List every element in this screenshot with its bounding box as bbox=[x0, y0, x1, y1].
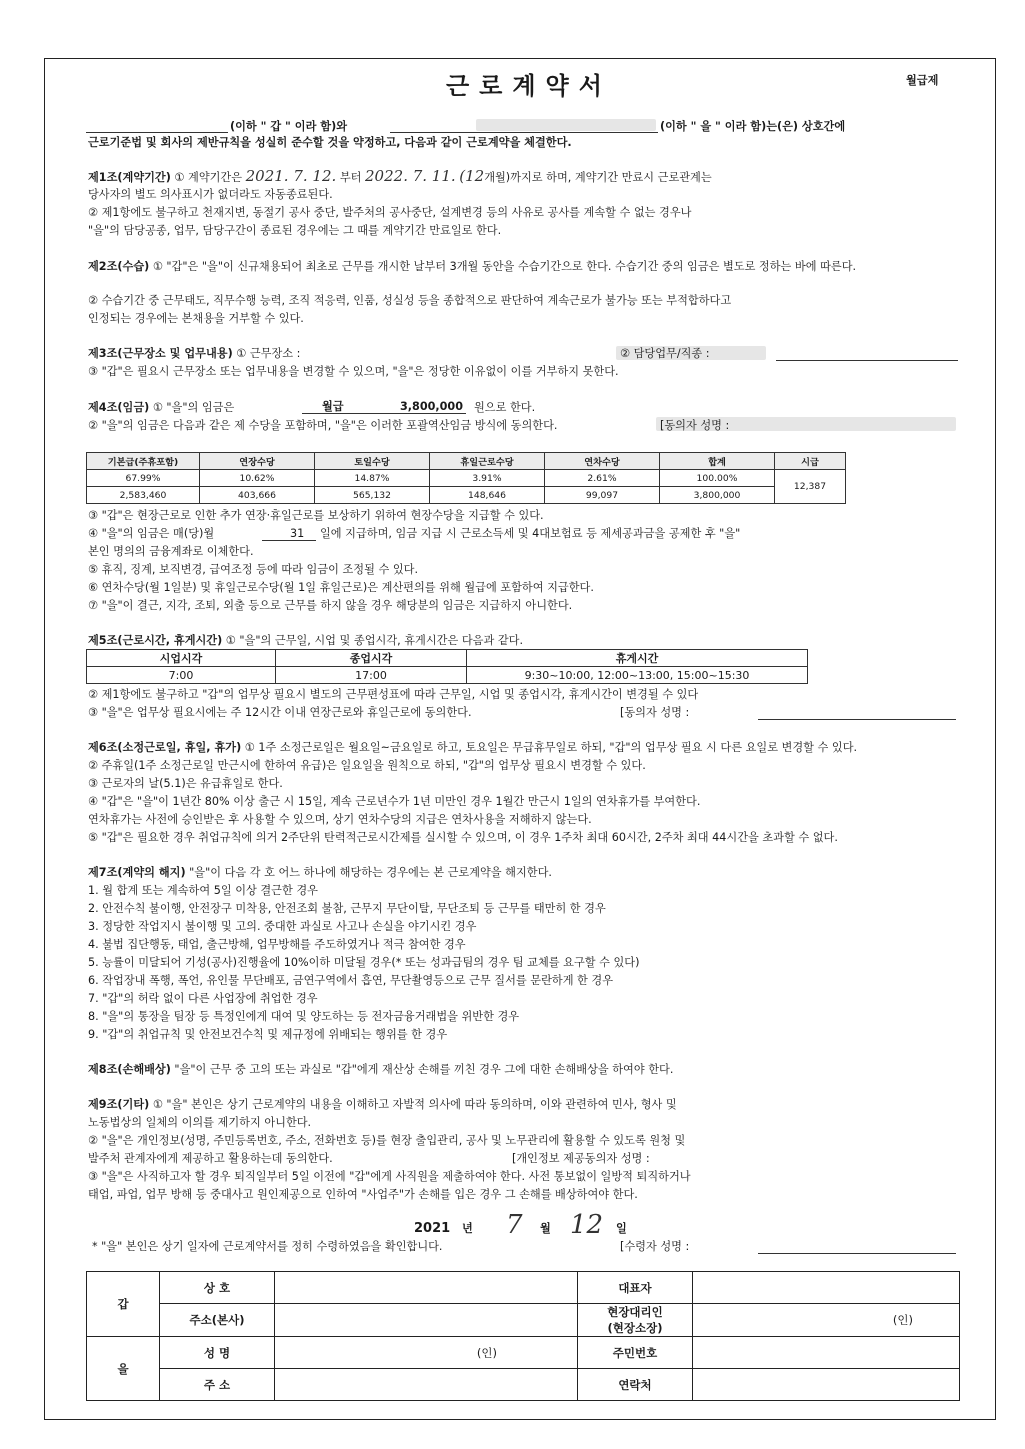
art4-text-a: ① "을"의 임금은 bbox=[152, 401, 235, 414]
art7-line0: "을"이 다음 각 호 어느 하나에 해당하는 경우에는 본 근로계약을 해지한다. bbox=[189, 866, 552, 879]
list-item: 1. 월 합계 또는 계속하여 5일 이상 결근한 경우 bbox=[88, 884, 318, 897]
art4-line2: ② "을"의 임금은 다음과 같은 제 수당을 포함하며, "을"은 이러한 포괄역산임금 방식에 동의한다. bbox=[88, 419, 558, 432]
art1-start-date[interactable]: 2021. 7. 12. bbox=[245, 167, 337, 185]
payday: 31 bbox=[290, 527, 305, 540]
employer-name-line[interactable] bbox=[86, 132, 228, 133]
art2-line1: ① "갑"은 "을"이 신규채용되어 최초로 근무를 개시한 날부터 3개월 동안을 수습기간으로 한다. 수습기간 중의 임금은 별도로 정하는 바에 따른다. bbox=[152, 260, 857, 273]
art3-label: 제3조(근무장소 및 업무내용) bbox=[88, 347, 233, 360]
wage-amount: 99,097 bbox=[545, 487, 660, 504]
art1-text-from: 부터 bbox=[339, 171, 362, 184]
contact-field[interactable] bbox=[693, 1369, 960, 1401]
company-field[interactable] bbox=[275, 1272, 578, 1304]
art5-line2: ② 제1항에도 불구하고 "갑"의 업무상 필요시 별도의 근무편성표에 따라 근무일, 시업 및 종업시각, 휴게시간이 변경될 수 있다 bbox=[88, 688, 699, 701]
wage-ratio: 3.91% bbox=[430, 470, 545, 487]
art6-line5: 연차휴가는 사전에 승인받은 후 사용할 수 있으며, 상기 연차수당의 지급은 연차사용을 저해하지 않는다. bbox=[88, 813, 592, 826]
list-item: 9. "갑"의 취업규칙 및 안전보건수칙 및 제규정에 위배되는 행위를 한 경우 bbox=[88, 1028, 448, 1041]
art4-line6: ⑤ 휴직, 징계, 보직변경, 급여조정 등에 따라 임금이 조정될 수 있다. bbox=[88, 563, 418, 576]
intro-text-b: (이하 " 을 " 이라 함)는(은) 상호간에 bbox=[660, 120, 846, 133]
address-label: 주 소 bbox=[160, 1369, 275, 1401]
art5-label: 제5조(근로시간, 휴게시간) bbox=[88, 634, 223, 647]
receiver-label: [수령자 성명 : bbox=[620, 1240, 690, 1253]
art1-line3: ② 제1항에도 불구하고 천재지변, 동절기 공사 중단, 발주처의 공사중단, 설계변경 등의 사유로 공사를 계속할 수 없는 경우나 bbox=[88, 206, 692, 219]
company-label: 상 호 bbox=[160, 1272, 275, 1304]
art6-line6: ⑤ "갑"은 필요한 경우 취업규칙에 의거 2주단위 탄력적근로시간제를 실시할 수 있으며, 이 경우 1주차 최대 60시간, 2주차 최대 44시간을 초과할 수 없다. bbox=[88, 831, 838, 844]
work-hours-table bbox=[86, 649, 808, 684]
list-item: 6. 작업장내 폭행, 폭언, 유인물 무단배포, 금연구역에서 흡연, 무단촬영등으로 근무 질서를 문란하게 한 경우 bbox=[88, 974, 614, 987]
art5-line3: ③ "을"은 업무상 필요시에는 주 12시간 이내 연장근로와 휴일근로에 동의한다. bbox=[88, 706, 472, 719]
art9-line6: 태업, 파업, 업무 방해 등 중대사고 원인제공으로 인하여 "사업주"가 손해를 입은 경우 그 손해를 배상하여야 한다. bbox=[88, 1188, 638, 1201]
party-gap-label: 갑 bbox=[87, 1272, 160, 1337]
art1-label: 제1조(계약기간) bbox=[88, 171, 171, 184]
art3-line2: ③ "갑"은 필요시 근무장소 또는 업무내용을 변경할 수 있으며, "을"은 정당한 이유없이 이를 거부하지 못한다. bbox=[88, 365, 619, 378]
employee-name-line[interactable] bbox=[390, 132, 658, 133]
art6-line1: ① 1주 소정근로일은 월요일~금요일로 하고, 토요일은 무급휴무일로 하되, "갑"의 업무상 필요 시 다른 요일로 변경할 수 있다. bbox=[244, 741, 858, 754]
address-field[interactable] bbox=[275, 1369, 578, 1401]
art6-line2: ② 주휴일(1주 소정근로일 만근시에 한하여 유급)은 일요일을 원칙으로 하되, "갑"의 업무상 필요시 변경할 수 있다. bbox=[88, 759, 646, 772]
site-agent-label: 현장대리인 bbox=[607, 1305, 663, 1319]
art4-line7: ⑥ 연차수당(월 1일분) 및 휴일근로수당(월 1일 휴일근로)은 계산편의를 위해 월급에 포함하여 지급한다. bbox=[88, 581, 594, 594]
art2-line2: ② 수습기간 중 근무태도, 직무수행 능력, 조직 적응력, 인품, 성실성 등을 종합적으로 판단하여 계속근로가 불가능 또는 부적합하다고 bbox=[88, 294, 732, 307]
art4-line4-b: 일에 지급하며, 임금 지급 시 근로소득세 및 4대보험료 등 제세공과금을 공제한 후 "을" bbox=[320, 527, 741, 540]
rep-label: 대표자 bbox=[578, 1272, 693, 1304]
art9-line3: ② "을"은 개인정보(성명, 주민등록번호, 주소, 전화번호 등)를 현장 출입관리, 공사 및 노무관리에 활용할 수 있도록 원청 및 bbox=[88, 1134, 686, 1147]
pay-kind: 월급 bbox=[322, 400, 344, 413]
wage-ratio: 67.99% bbox=[87, 470, 200, 487]
art6-line4: ④ "갑"은 "을"이 1년간 80% 이상 출근 시 15일, 계속 근로년수가 1년 미만인 경우 1월간 만근시 1일의 연차휴가를 부여한다. bbox=[88, 795, 701, 808]
art1-months[interactable]: (12 bbox=[459, 167, 485, 185]
art4-line4-a: ④ "을"의 임금은 매(당)월 bbox=[88, 527, 215, 540]
art4-line5: 본인 명의의 금융계좌로 이체한다. bbox=[88, 545, 254, 558]
receipt-confirmation: * "을" 본인은 상기 일자에 근로계약서를 정히 수령하였음을 확인합니다. bbox=[92, 1240, 443, 1253]
seal-mark: (인) bbox=[693, 1304, 960, 1337]
signature-table bbox=[86, 1271, 960, 1401]
wage-header: 합계 bbox=[660, 453, 775, 470]
art4-line8: ⑦ "을"이 결근, 지각, 조퇴, 외출 등으로 근무를 하지 않을 경우 해당분의 임금은 지급하지 아니한다. bbox=[88, 599, 573, 612]
payday-line bbox=[262, 540, 316, 541]
art2-line3: 인정되는 경우에는 본채용을 거부할 수 있다. bbox=[88, 312, 304, 325]
art2-label: 제2조(수습) bbox=[88, 260, 150, 273]
party-eul-label: 을 bbox=[87, 1337, 160, 1401]
list-item: 8. "을"의 통장을 팀장 등 특정인에게 대여 및 양도하는 등 전자금융거래법을 위반한 경우 bbox=[88, 1010, 520, 1023]
art3-duty-label: ② 담당업무/직종 : bbox=[620, 347, 710, 360]
art1-end-date[interactable]: 2022. 7. 11. bbox=[365, 167, 456, 185]
art9-label: 제9조(기타) bbox=[88, 1098, 150, 1111]
wage-amount: 2,583,460 bbox=[87, 487, 200, 504]
contact-label: 연락처 bbox=[578, 1369, 693, 1401]
redacted-employee bbox=[476, 119, 656, 131]
wage-table bbox=[86, 452, 846, 504]
date-day[interactable]: 12 bbox=[570, 1210, 604, 1240]
rep-field[interactable] bbox=[693, 1272, 960, 1304]
art9-line4: 발주처 관계자에게 제공하고 활용하는데 동의한다. bbox=[88, 1152, 333, 1165]
art1-line4: "을"의 담당공종, 업무, 담당구간이 종료된 경우에는 그 때를 계약기간 만료일로 한다. bbox=[88, 224, 502, 237]
art9-consent-label: [개인정보 제공동의자 성명 : bbox=[512, 1152, 650, 1165]
date-month-unit: 월 bbox=[540, 1222, 551, 1235]
wage-header: 연장수당 bbox=[200, 453, 315, 470]
resident-no-label: 주민번호 bbox=[578, 1337, 693, 1369]
intro-text-2: 근로기준법 및 회사의 제반규칙을 성실히 준수할 것을 약정하고, 다음과 같이 근로계약을 체결한다. bbox=[88, 136, 572, 149]
site-manager-label: (현장소장) bbox=[607, 1321, 663, 1335]
date-year-unit: 년 bbox=[462, 1222, 473, 1235]
art5-consent-line[interactable] bbox=[758, 719, 956, 720]
art9-line5: ③ "을"은 사직하고자 할 경우 퇴직일부터 5일 이전에 "갑"에게 사직원을 제출하여야 한다. 사전 통보없이 일방적 퇴직하거나 bbox=[88, 1170, 691, 1183]
wage-header: 휴일근로수당 bbox=[430, 453, 545, 470]
date-month[interactable]: 7 bbox=[506, 1210, 523, 1240]
time-header: 종업시각 bbox=[276, 650, 467, 667]
list-item: 4. 불법 집단행동, 태업, 출근방해, 업무방해를 주도하였거나 적극 참여한 경우 bbox=[88, 938, 466, 951]
wage-amount: 565,132 bbox=[315, 487, 430, 504]
art8-line1: "을"이 근무 중 고의 또는 과실로 "갑"에게 재산상 손해를 끼친 경우 그에 대한 손해배상을 하여야 한다. bbox=[174, 1063, 674, 1076]
time-header: 휴게시간 bbox=[467, 650, 808, 667]
list-item: 2. 안전수칙 불이행, 안전장구 미착용, 안전조회 불참, 근무지 무단이탈, 무단조퇴 등 근무를 태만히 한 경우 bbox=[88, 902, 606, 915]
time-header: 시업시각 bbox=[87, 650, 276, 667]
wage-header: 시급 bbox=[775, 453, 846, 470]
hq-address-field[interactable] bbox=[275, 1304, 578, 1337]
art7-label: 제7조(계약의 해지) bbox=[88, 866, 186, 879]
list-item: 5. 능률이 미달되어 기성(공사)진행율에 10%이하 미달될 경우(* 또는 성과급팀의 경우 팀 교체를 요구할 수 있다) bbox=[88, 956, 640, 969]
art4-consent-label: [동의자 성명 : bbox=[660, 419, 730, 432]
art9-line1: ① "을" 본인은 상기 근로계약의 내용을 이해하고 자발적 의사에 따라 동의하며, 이와 관련하여 민사, 형사 및 bbox=[152, 1098, 677, 1111]
wage-ratio: 14.87% bbox=[315, 470, 430, 487]
break-time: 9:30~10:00, 12:00~13:00, 15:00~15:30 bbox=[467, 667, 808, 684]
seal-mark-2[interactable]: (인) bbox=[275, 1337, 578, 1369]
receiver-line[interactable] bbox=[758, 1253, 956, 1254]
name-label: 성 명 bbox=[160, 1337, 275, 1369]
pay-type: 월급제 bbox=[906, 74, 939, 87]
wage-amount: 403,666 bbox=[200, 487, 315, 504]
wage-ratio: 100.00% bbox=[660, 470, 775, 487]
art4-label: 제4조(임금) bbox=[88, 401, 150, 414]
art8-label: 제8조(손해배상) bbox=[88, 1063, 171, 1076]
date-year: 2021 bbox=[414, 1221, 451, 1236]
art3-workplace: ① 근무장소 : bbox=[236, 347, 301, 360]
art5-consent-label: [동의자 성명 : bbox=[620, 706, 690, 719]
wage-ratio: 2.61% bbox=[545, 470, 660, 487]
wage-header: 연차수당 bbox=[545, 453, 660, 470]
intro-text-a: (이하 " 갑 " 이라 함)와 bbox=[230, 120, 348, 133]
art4-line3: ③ "갑"은 현장근로로 인한 추가 연장·휴일근로를 보상하기 위하여 현장수당을 지급할 수 있다. bbox=[88, 509, 544, 522]
art6-label: 제6조(소정근로일, 휴일, 휴가) bbox=[88, 741, 242, 754]
wage-header: 기본급(주휴포함) bbox=[87, 453, 200, 470]
date-day-unit: 일 bbox=[616, 1222, 627, 1235]
wage-ratio: 10.62% bbox=[200, 470, 315, 487]
art1-text: ① 계약기간은 bbox=[174, 171, 243, 184]
art1-text-c: 개월)까지로 하며, 계약기간 만료시 근로관계는 bbox=[484, 171, 712, 184]
wage-hourly: 12,387 bbox=[775, 470, 846, 504]
resident-no-field[interactable] bbox=[693, 1337, 960, 1369]
wage-amount: 148,646 bbox=[430, 487, 545, 504]
wage-amount: 3,800,000 bbox=[660, 487, 775, 504]
art9-line2: 노동법상의 일체의 이의를 제기하지 아니한다. bbox=[88, 1116, 312, 1129]
list-item: 3. 정당한 작업지시 불이행 및 고의. 중대한 과실로 사고나 손실을 야기시킨 경우 bbox=[88, 920, 477, 933]
start-time: 7:00 bbox=[87, 667, 276, 684]
hq-address-label: 주소(본사) bbox=[160, 1304, 275, 1337]
pay-amount: 3,800,000 bbox=[400, 400, 463, 413]
list-item: 7. "갑"의 허락 없이 다른 사업장에 취업한 경우 bbox=[88, 992, 318, 1005]
art1-line2: 당사자의 별도 의사표시가 없더라도 자동종료된다. bbox=[88, 188, 333, 201]
duty-input-line[interactable] bbox=[776, 360, 958, 361]
document-title: 근로계약서 bbox=[446, 72, 612, 100]
wage-header: 토일수당 bbox=[315, 453, 430, 470]
end-time: 17:00 bbox=[276, 667, 467, 684]
art6-line3: ③ 근로자의 날(5.1)은 유급휴일로 한다. bbox=[88, 777, 283, 790]
art5-line1: ① "을"의 근무일, 시업 및 종업시각, 휴게시간은 다음과 같다. bbox=[225, 634, 523, 647]
art4-text-b: 원으로 한다. bbox=[474, 401, 536, 414]
